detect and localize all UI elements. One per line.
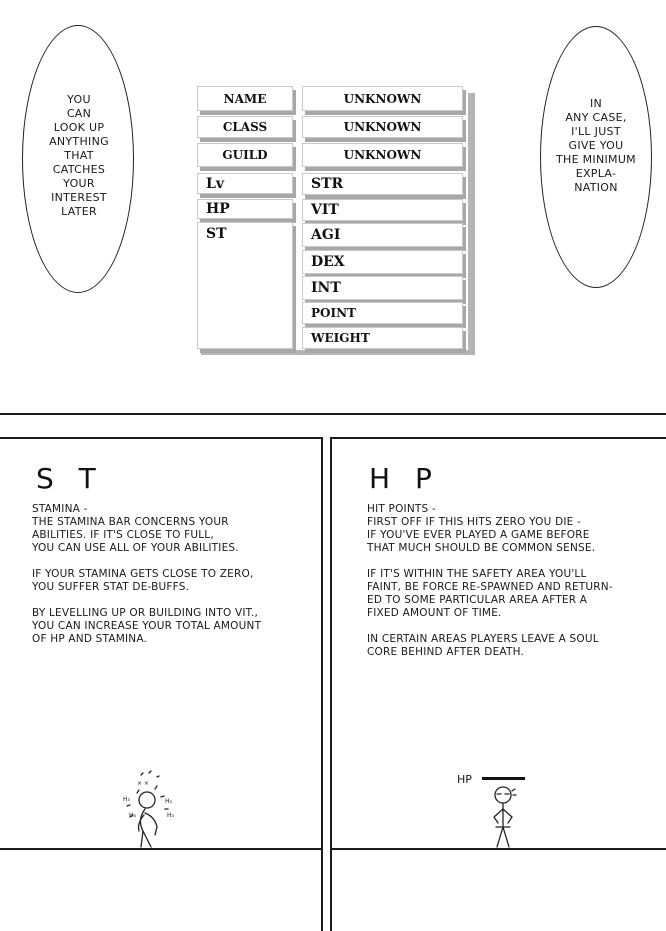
svg-text:H₃: H₃ (165, 798, 172, 805)
stat-lv: Lv (197, 173, 293, 194)
panel-border-row-top-right (330, 437, 666, 439)
stat-str: STR (302, 173, 463, 195)
panel-border-right-divider (330, 437, 332, 931)
guild-value: UNKNOWN (302, 143, 463, 167)
stat-hp: HP (197, 199, 293, 219)
balloon-right-text: IN ANY CASE, I'LL JUST GIVE YOU THE MINIMUM EXPLA- NATION (556, 97, 636, 194)
hp-panel-body (367, 503, 662, 672)
hp-panel-title: H P (369, 462, 440, 495)
stat-dex: DEX (302, 250, 463, 274)
st-panel-body (32, 503, 317, 659)
panel-border-left-divider (321, 437, 323, 931)
stat-vit: VIT (302, 199, 463, 221)
hp-bar-label: HP (457, 773, 472, 786)
stat-weight: WEIGHT (302, 327, 463, 349)
name-label: NAME (197, 86, 293, 111)
hp-paragraph: IF IT'S WITHIN THE SAFETY AREA YOU'LL FAINT, BE FORCE RE-SPAWNED AND RETURN- ED TO SOME PARTICULAR AREA AFTER A FIXED AMOUNT OF TIME. (367, 568, 613, 619)
hp-paragraph: HIT POINTS - FIRST OFF IF THIS HITS ZERO YOU DIE - IF YOU'VE EVER PLAYED A GAME BEFORE THAT MUCH SHOULD BE COMMON SENSE. (367, 503, 596, 554)
stat-point: POINT (302, 302, 463, 324)
stat-int: INT (302, 276, 463, 300)
hp-paragraph: IN CERTAIN AREAS PLAYERS LEAVE A SOUL CORE BEHIND AFTER DEATH. (367, 633, 599, 658)
stat-st: ST (197, 222, 293, 349)
standing-character-illustration (480, 783, 525, 851)
class-label: CLASS (197, 116, 293, 138)
name-value: UNKNOWN (302, 86, 463, 111)
hp-bar (482, 777, 525, 780)
panel-border-top (0, 413, 666, 415)
class-value: UNKNOWN (302, 116, 463, 138)
st-paragraph: BY LEVELLING UP OR BUILDING INTO VIT., YOU CAN INCREASE YOUR TOTAL AMOUNT OF HP AND STAMINA. (32, 607, 262, 645)
panel-border-row-top-left (0, 437, 321, 439)
stat-agi: AGI (302, 223, 463, 247)
svg-text:H₃: H₃ (129, 812, 136, 819)
st-paragraph: IF YOUR STAMINA GETS CLOSE TO ZERO, YOU SUFFER STAT DE-BUFFS. (32, 568, 254, 593)
balloon-left-text: YOU CAN LOOK UP ANYTHING THAT CATCHES YOUR INTEREST LATER (49, 93, 109, 218)
st-paragraph: STAMINA - THE STAMINA BAR CONCERNS YOUR ABILITIES. IF IT'S CLOSE TO FULL, YOU CAN USE ALL OF YOUR ABILITIES. (32, 503, 239, 554)
svg-text:H₃: H₃ (123, 796, 130, 803)
st-panel-title: S T (36, 462, 104, 495)
svg-text:H₃: H₃ (167, 812, 174, 819)
guild-label: GUILD (197, 143, 293, 167)
svg-text:× ×: × × (137, 780, 149, 787)
tired-character-illustration (115, 765, 190, 850)
